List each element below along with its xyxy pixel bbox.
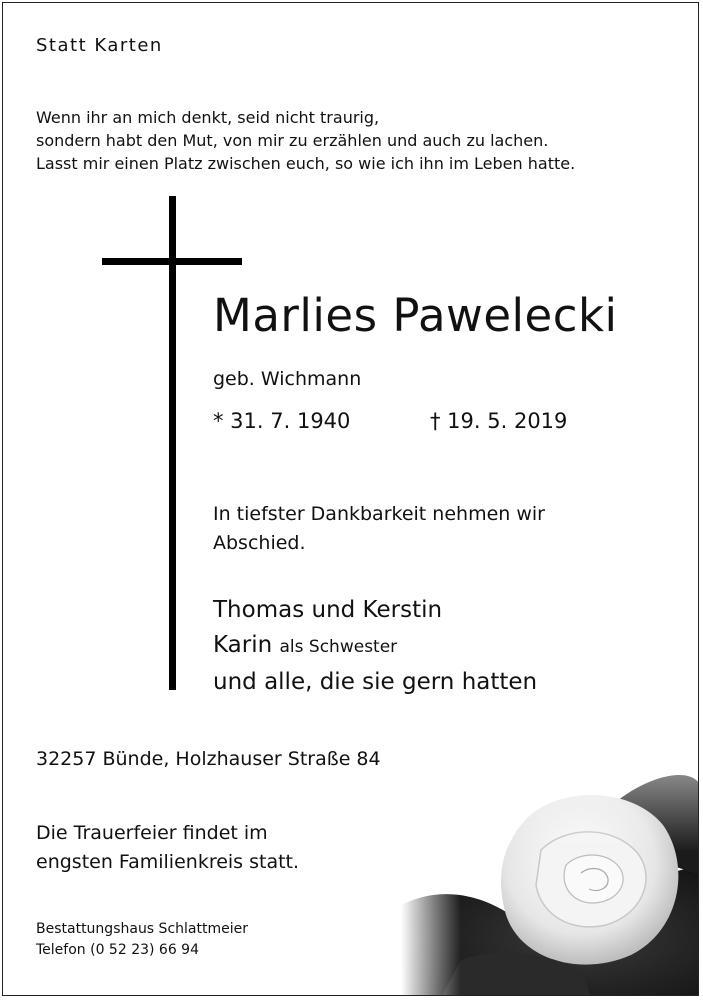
rose-image: [401, 755, 699, 996]
death-date: † 19. 5. 2019: [430, 409, 568, 433]
thanks-text: [213, 500, 545, 558]
cross-vertical-bar: [169, 196, 176, 690]
poem-line: Lasst mir einen Platz zwischen euch, so wie ich ihn im Leben hatte.: [36, 154, 576, 173]
undertaker-phone: Telefon (0 52 23) 66 94: [36, 942, 199, 958]
mourners: [213, 593, 537, 700]
mourner-relation: als Schwester: [279, 637, 398, 657]
mourner-name: Karin: [213, 632, 273, 658]
ceremony-line: Die Trauerfeier findet im: [36, 822, 268, 844]
birth-name: geb. Wichmann: [213, 368, 362, 390]
mourner-line: Thomas und Kerstin: [213, 597, 443, 623]
deceased-name: Marlies Pawelecki: [213, 289, 618, 342]
poem-line: sondern habt den Mut, von mir zu erzählen und auch zu lachen.: [36, 131, 549, 150]
mourner-line: [213, 628, 537, 665]
mourner-line: und alle, die sie gern hatten: [213, 669, 538, 695]
cross-horizontal-bar: [102, 258, 242, 265]
statt-karten-label: Statt Karten: [36, 35, 163, 56]
poem-line: Wenn ihr an mich denkt, seid nicht traurig,: [36, 108, 380, 127]
birth-date: * 31. 7. 1940: [213, 409, 351, 433]
undertaker: [36, 919, 248, 961]
thanks-line: In tiefster Dankbarkeit nehmen wir: [213, 503, 545, 525]
poem: [36, 106, 575, 175]
ceremony-text: [36, 819, 299, 877]
ceremony-line: engsten Familienkreis statt.: [36, 851, 300, 873]
obituary-notice: [2, 2, 699, 996]
address: 32257 Bünde, Holzhauser Straße 84: [36, 748, 381, 770]
thanks-line: Abschied.: [213, 532, 306, 554]
undertaker-name: Bestattungshaus Schlattmeier: [36, 921, 248, 937]
